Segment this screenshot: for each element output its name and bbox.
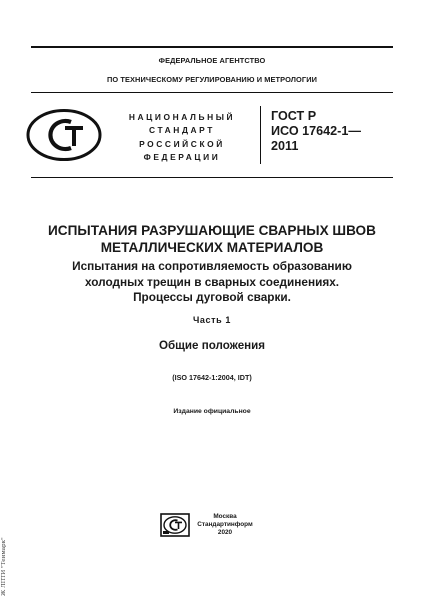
subtitle-line-3: Процессы дуговой сварки. (133, 290, 291, 305)
block-rule (31, 177, 393, 178)
document-subtitle (20, 259, 404, 306)
designation-line-2: ИСО 17642-1— (271, 124, 361, 138)
top-rule (31, 46, 393, 48)
subtitle-line-2: холодных трещин в сварных соединениях. (84, 274, 340, 289)
standartinform-logo-icon (160, 513, 190, 537)
gost-r-certification-logo-icon (25, 108, 103, 162)
vertical-divider (260, 106, 261, 164)
designation-line-1: ГОСТ Р (271, 109, 317, 123)
header-rule (31, 92, 393, 93)
agency-name-line1: ФЕДЕРАЛЬНОЕ АГЕНТСТВО (158, 56, 266, 65)
document-main-title (20, 222, 404, 256)
edition-label: Издание официальное (173, 408, 251, 415)
national-standard-label (112, 111, 252, 165)
national-line-2: СТАНДАРТ (149, 125, 215, 136)
part-number: Часть 1 (193, 315, 231, 325)
watermark-text: Ж ЛПТИ "Тенмарк" (1, 537, 7, 596)
subtitle-line-1: Испытания на сопротивляемость образованию (72, 259, 352, 273)
part-title: Общие положения (158, 339, 266, 352)
national-line-1: НАЦИОНАЛЬНЫЙ (128, 112, 236, 122)
iso-reference: (ISO 17642-1:2004, IDT) (172, 373, 252, 382)
standard-designation (271, 109, 391, 154)
agency-name-line2: ПО ТЕХНИЧЕСКОМУ РЕГУЛИРОВАНИЮ И МЕТРОЛОГИИ (106, 75, 318, 84)
side-watermark (1, 520, 11, 596)
main-title-line-1: ИСПЫТАНИЯ РАЗРУШАЮЩИЕ СВАРНЫХ ШВОВ (48, 223, 376, 238)
main-title-line-2: МЕТАЛЛИЧЕСКИХ МАТЕРИАЛОВ (100, 240, 324, 255)
publisher-name: Стандартинформ (197, 521, 253, 529)
publisher-year: 2020 (217, 529, 233, 537)
national-line-4: ФЕДЕРАЦИИ (143, 152, 221, 163)
publisher-info (192, 513, 258, 538)
publisher-city: Москва (213, 513, 237, 520)
designation-line-3: 2011 (271, 139, 299, 153)
national-line-3: РОССИЙСКОЙ (139, 138, 225, 149)
